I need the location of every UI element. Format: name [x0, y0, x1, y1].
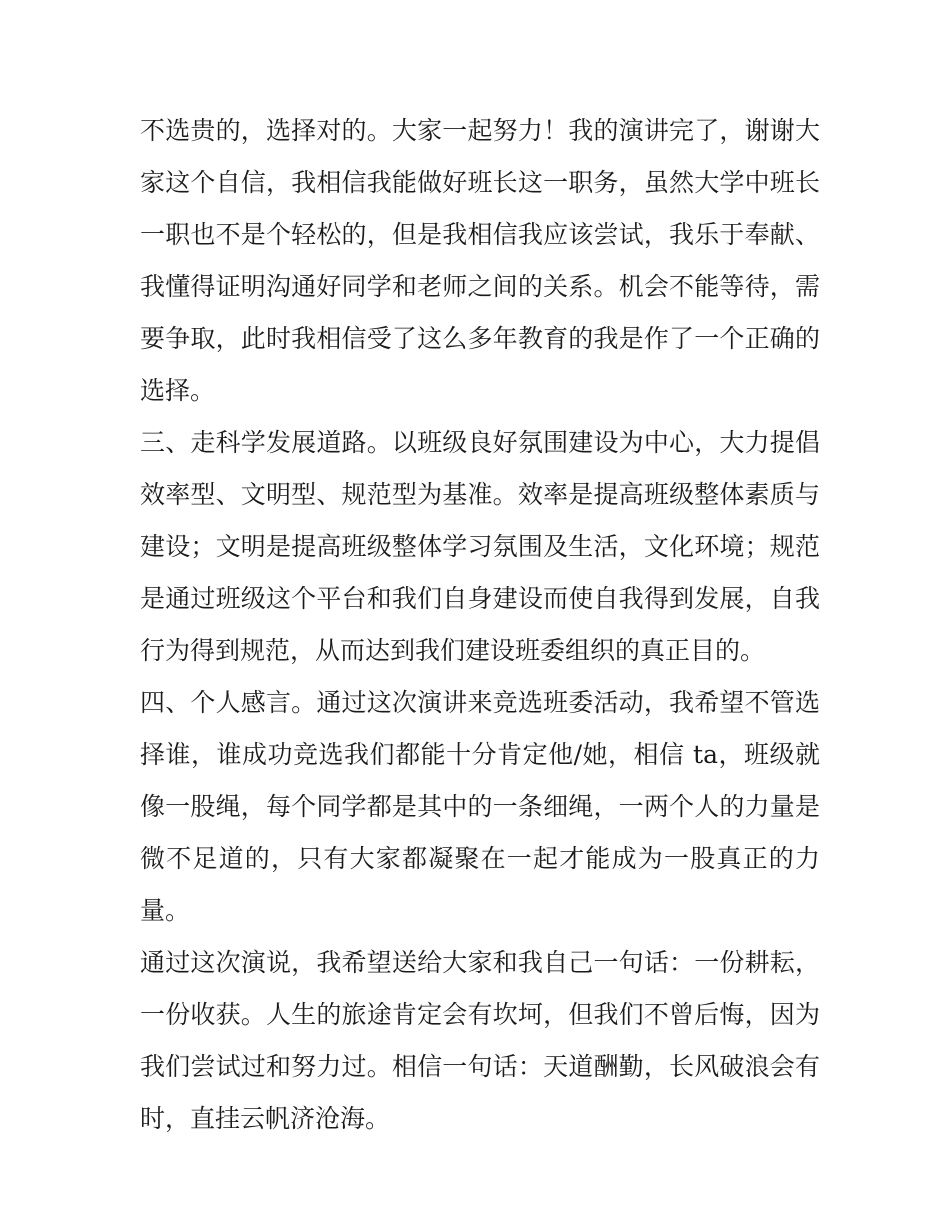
paragraph-intro-closing: [140, 105, 820, 417]
text-line: 三、走科学发展道路。以班级良好氛围建设为中心，大力提倡: [140, 428, 820, 457]
text-line: 效率型、文明型、规范型为基准。效率是提高班级整体素质与: [140, 480, 820, 509]
text-line: 像一股绳，每个同学都是其中的一条细绳，一两个人的力量是: [140, 792, 820, 821]
text-line: 一职也不是个轻松的，但是我相信我应该尝试，我乐于奉献、: [140, 220, 820, 249]
paragraph-section-four: [140, 677, 820, 937]
text-line: 我们尝试过和努力过。相信一句话：天道酬勤，长风破浪会有: [140, 1052, 820, 1081]
text-line: 我懂得证明沟通好同学和老师之间的关系。机会不能等待，需: [140, 272, 820, 301]
text-line: 四、个人感言。通过这次演讲来竞选班委活动，我希望不管选: [140, 688, 820, 717]
text-line: 微不足道的，只有大家都凝聚在一起才能成为一股真正的力: [140, 844, 820, 873]
document-body: [140, 105, 820, 1145]
text-line: 选择。: [140, 376, 216, 405]
text-line: 行为得到规范，从而达到我们建设班委组织的真正目的。: [140, 636, 766, 665]
text-line: 家这个自信，我相信我能做好班长这一职务，虽然大学中班长: [140, 168, 820, 197]
paragraph-section-three: [140, 417, 820, 677]
text-line: 是通过班级这个平台和我们自身建设而使自我得到发展，自我: [140, 584, 820, 613]
text-line: 建设；文明是提高班级整体学习氛围及生活，文化环境；规范: [140, 532, 820, 561]
text-line: 不选贵的，选择对的。大家一起努力！我的演讲完了，谢谢大: [140, 116, 820, 145]
text-line: 时，直挂云帆济沧海。: [140, 1104, 391, 1133]
text-line: 择谁，谁成功竞选我们都能十分肯定他/她，相信 ta，班级就: [140, 740, 820, 769]
text-line: 通过这次演说，我希望送给大家和我自己一句话：一份耕耘，: [140, 948, 820, 977]
text-line: 量。: [140, 896, 191, 925]
paragraph-conclusion: [140, 937, 820, 1145]
text-line: 要争取，此时我相信受了这么多年教育的我是作了一个正确的: [140, 324, 820, 353]
text-line: 一份收获。人生的旅途肯定会有坎坷，但我们不曾后悔，因为: [140, 1000, 820, 1029]
